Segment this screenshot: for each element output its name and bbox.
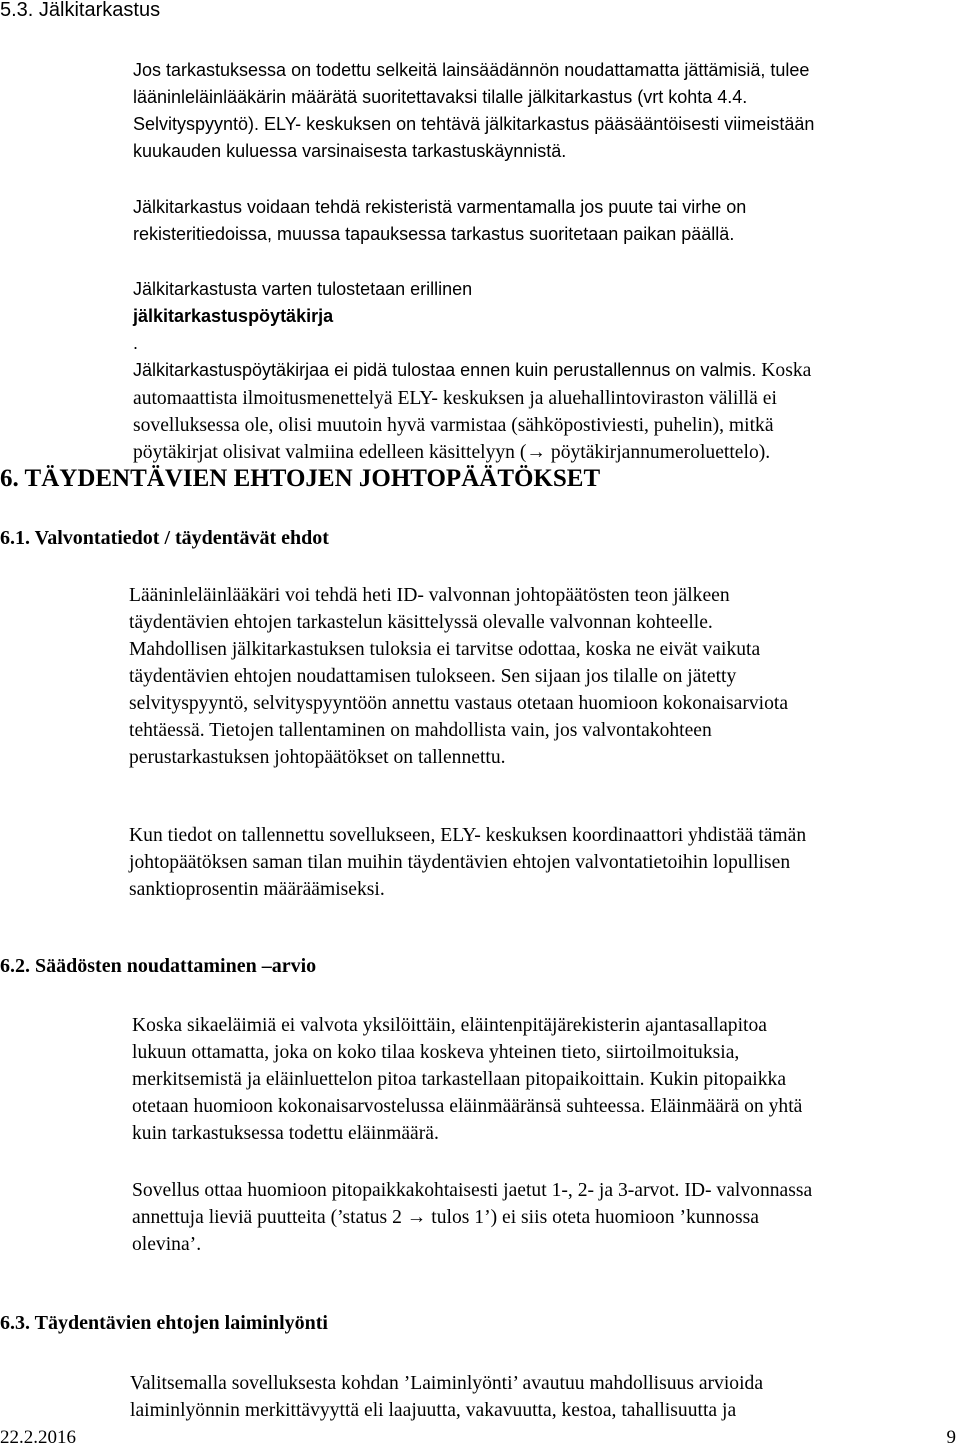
text-line: merkitsemistä ja eläinluettelon pitoa tarkastellaan pitopaikoittain. Kukin pitopaikka <box>132 1069 787 1090</box>
footer-page-number: 9 <box>946 1427 956 1448</box>
text-line: lukuun ottamatta, joka on koko tilaa koskeva yhteinen tieto, siirtoilmoituksia, <box>132 1042 740 1063</box>
text-line: automaattista ilmoitusmenettelyä ELY- keskuksen ja aluehallintoviraston välillä ei <box>133 388 777 409</box>
text-segment: Jälkitarkastuspöytäkirjaa ei pidä tulostaa ennen kuin perustallennus on valmis. <box>133 360 757 380</box>
text-line: selvityspyyntö, selvityspyyntöön annettu vastaus otetaan huomioon kokonaisarviota <box>129 693 789 714</box>
text-line: Jälkitarkastus voidaan tehdä rekisteristä varmentamalla jos puute tai virhe on <box>133 197 747 217</box>
text-segment: pöytäkirjat olisivat valmiina edelleen käsittelyyn ( <box>133 442 527 463</box>
text-line: kuukauden kuluessa varsinaisesta tarkastuskäynnistä. <box>133 141 567 161</box>
text-line: tehtäessä. Tietojen tallentaminen on mahdollista vain, jos valvontakohteen <box>129 720 712 741</box>
text-line: kuin tarkastuksessa todettu eläinmäärä. <box>132 1123 439 1144</box>
section-6-3-paragraph-1 <box>130 1370 763 1424</box>
protocol-term: jälkitarkastuspöytäkirja <box>133 306 334 326</box>
text-line: otetaan huomioon kokonaisarvostelussa eläinmääränsä suhteessa. Eläinmäärä on yhtä <box>132 1096 803 1117</box>
text-block <box>133 385 811 466</box>
section-5-3-paragraph-2 <box>133 194 746 248</box>
section-6-2-paragraph-1 <box>132 1012 802 1147</box>
text-line: Lääninleläinlääkäri voi tehdä heti ID- valvonnan johtopäätösten teon jälkeen <box>129 585 730 606</box>
footer-date: 22.2.2016 <box>0 1427 76 1448</box>
text-line: Selvityspyyntö). ELY- keskuksen on tehtävä jälkitarkastus pääsääntöisesti viimeistään <box>133 114 815 134</box>
text-segment: annettuja lieviä puutteita (’status 2 <box>132 1207 407 1228</box>
text-segment: Jälkitarkastusta varten tulostetaan erillinen <box>133 279 473 299</box>
text-line: Valitsemalla sovelluksesta kohdan ’Laiminlyönti’ avautuu mahdollisuus arvioida <box>130 1373 764 1394</box>
text-line: Mahdollisen jälkitarkastuksen tuloksia ei tarvitse odottaa, koska ne eivät vaikuta <box>129 639 761 660</box>
text-segment: tulos 1’) ei siis oteta huomioon ’kunnossa <box>426 1207 759 1228</box>
text-line: sovelluksessa ole, olisi muutoin hyvä varmistaa (sähköpostiviesti, puhelin), mitkä <box>133 415 774 436</box>
text-line: laiminlyönnin merkittävyyttä eli laajuutta, vakavuutta, kestoa, tahallisuutta ja <box>130 1400 737 1421</box>
section-6-2-heading: 6.2. Säädösten noudattaminen –arvio <box>0 955 317 977</box>
text-segment: . <box>133 333 139 353</box>
arrow-right-icon: → <box>406 1207 427 1228</box>
section-6-1-paragraph-1 <box>129 582 788 771</box>
text-line <box>133 276 811 357</box>
section-6-3-heading: 6.3. Täydentävien ehtojen laiminlyönti <box>0 1312 328 1334</box>
section-6-heading: 6. TÄYDENTÄVIEN EHTOJEN JOHTOPÄÄTÖKSET <box>0 465 601 492</box>
text-line: Jos tarkastuksessa on todettu selkeitä lainsäädännön noudattamatta jättämisiä, tulee <box>133 60 810 80</box>
text-line: täydentävien ehtojen noudattamisen tulokseen. Sen sijaan jos tilalle on jätetty <box>129 666 737 687</box>
text-line <box>132 1204 812 1231</box>
section-6-2-paragraph-2 <box>132 1177 812 1258</box>
text-line: sanktioprosentin määräämiseksi. <box>129 879 385 900</box>
text-line: rekisteritiedoissa, muussa tapauksessa tarkastus suoritetaan paikan päällä. <box>133 224 735 244</box>
section-5-3-paragraph-3 <box>133 276 811 466</box>
text-segment: pöytäkirjannumeroluettelo). <box>546 442 771 463</box>
text-line: täydentävien ehtojen tarkastelun käsittelyssä olevalle valvonnan kohteelle. <box>129 612 713 633</box>
text-segment: Koska <box>756 360 812 381</box>
text-line: johtopäätöksen saman tilan muihin täydentävien ehtojen valvontatietoihin lopullisen <box>129 852 791 873</box>
text-line: olevina’. <box>132 1234 202 1255</box>
section-6-1-heading: 6.1. Valvontatiedot / täydentävät ehdot <box>0 527 329 549</box>
text-line: lääninleläinlääkärin määrätä suoritettavaksi tilalle jälkitarkastus (vrt kohta 4.4. <box>133 87 748 107</box>
section-5-3-heading: 5.3. Jälkitarkastus <box>0 0 161 21</box>
text-line: Koska sikaeläimiä ei valvota yksilöittäin, eläintenpitäjärekisterin ajantasallapitoa <box>132 1015 767 1036</box>
text-line <box>133 439 811 466</box>
arrow-right-icon: → <box>526 442 546 463</box>
text-line: Sovellus ottaa huomioon pitopaikkakohtaisesti jaetut 1-, 2- ja 3-arvot. ID- valvonnassa <box>132 1180 813 1201</box>
section-5-3-paragraph-1 <box>133 57 814 165</box>
text-line: perustarkastuksen johtopäätökset on tallennettu. <box>129 747 506 768</box>
text-line <box>133 357 811 385</box>
text-line: Kun tiedot on tallennettu sovellukseen, ELY- keskuksen koordinaattori yhdistää tämän <box>129 825 807 846</box>
section-6-1-paragraph-2 <box>129 822 806 903</box>
